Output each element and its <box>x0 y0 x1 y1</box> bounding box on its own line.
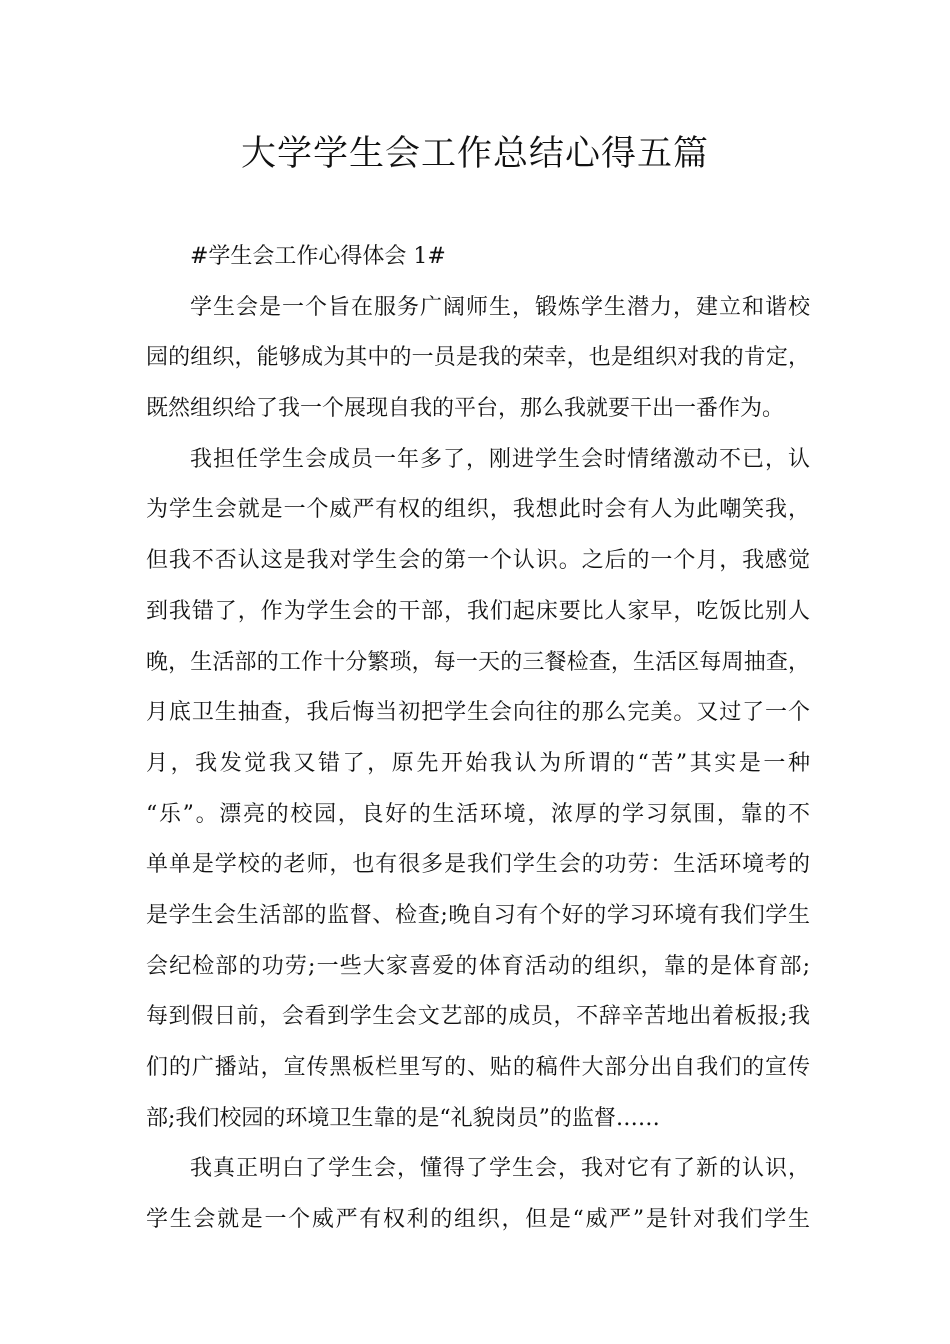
text-line: 晚，生活部的工作十分繁琐，每一天的三餐检查，生活区每周抽查， <box>146 649 810 675</box>
text-line: 学生会就是一个威严有权利的组织，但是“威严”是针对我们学生 <box>146 1207 810 1233</box>
text-line: 为学生会就是一个威严有权的组织，我想此时会有人为此嘲笑我， <box>146 497 810 523</box>
text-line: 是学生会生活部的监督、检查;晚自习有个好的学习环境有我们学生 <box>146 902 810 928</box>
text-line: 我担任学生会成员一年多了，刚进学生会时情绪激动不已，认 <box>190 446 810 472</box>
document-body <box>146 232 810 1246</box>
text-line: 会纪检部的功劳;一些大家喜爱的体育活动的组织，靠的是体育部; <box>146 953 810 979</box>
text-line: “乐”。漂亮的校园，良好的生活环境，浓厚的学习氛围，靠的不 <box>146 801 810 827</box>
text-line: 但我不否认这是我对学生会的第一个认识。之后的一个月，我感觉 <box>146 548 810 574</box>
text-line: 园的组织，能够成为其中的一员是我的荣幸，也是组织对我的肯定， <box>146 345 810 371</box>
text-line: 月底卫生抽查，我后悔当初把学生会向往的那么完美。又过了一个 <box>146 700 810 726</box>
text-line: 每到假日前，会看到学生会文艺部的成员，不辞辛苦地出着板报;我 <box>146 1004 810 1030</box>
text-line: 既然组织给了我一个展现自我的平台，那么我就要干出一番作为。 <box>146 396 785 422</box>
text-line: 单单是学校的老师，也有很多是我们学生会的功劳：生活环境考的 <box>146 852 810 878</box>
text-line: 学生会是一个旨在服务广阔师生，锻炼学生潜力，建立和谐校 <box>190 294 810 320</box>
text-line: #学生会工作心得体会 1# <box>190 244 446 269</box>
text-line: 部;我们校园的环境卫生靠的是“礼貌岗员”的监督…… <box>146 1105 660 1131</box>
document-title: 大学学生会工作总结心得五篇 <box>240 134 709 174</box>
text-line: 月，我发觉我又错了，原先开始我认为所谓的“苦”其实是一种 <box>146 750 810 776</box>
text-line: 们的广播站，宣传黑板栏里写的、贴的稿件大部分出自我们的宣传 <box>146 1055 810 1080</box>
text-line: 我真正明白了学生会，懂得了学生会，我对它有了新的认识， <box>190 1156 810 1182</box>
text-line: 到我错了，作为学生会的干部，我们起床要比人家早，吃饭比别人 <box>146 598 810 624</box>
